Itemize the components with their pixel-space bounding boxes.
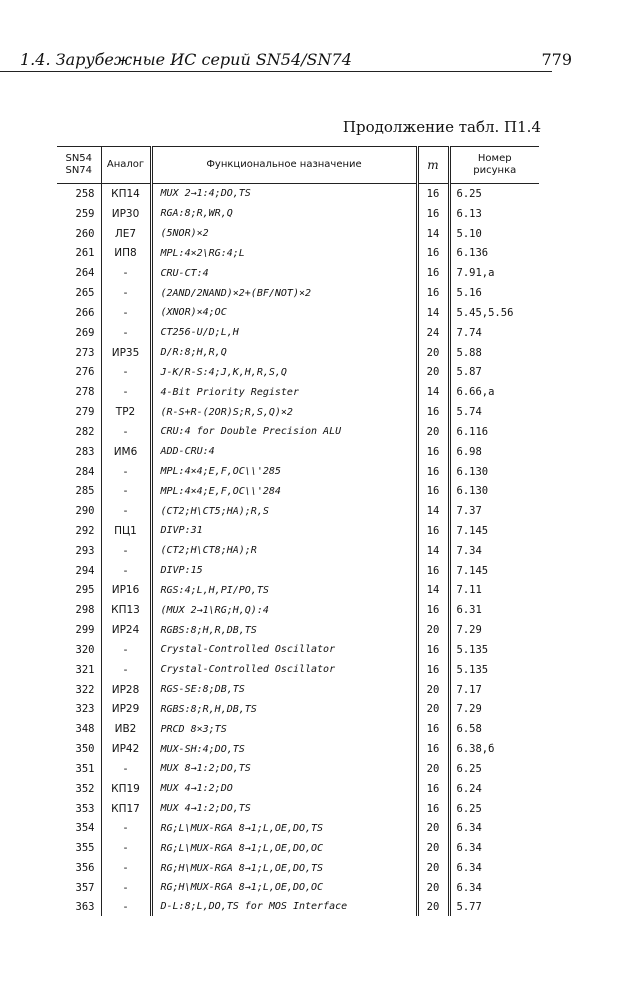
cell-analog: ИП8 xyxy=(101,243,151,263)
cell-pin-count: 16 xyxy=(417,462,449,482)
cell-analog: - xyxy=(101,362,151,382)
cell-series-number: 278 xyxy=(57,382,101,402)
cell-figure: 7.17 xyxy=(456,683,482,696)
cell-pin-count: 16 xyxy=(417,204,449,224)
cell-series-number: 295 xyxy=(57,581,101,601)
cell-function: (XNOR)×4;OC xyxy=(151,303,417,323)
cell-series-number: 363 xyxy=(57,898,101,916)
cell-function: MUX 2→1:4;DO,TS xyxy=(151,184,417,204)
cell-analog: - xyxy=(101,640,151,660)
cell-function: Crystal-Controlled Oscillator xyxy=(151,660,417,680)
table-row xyxy=(57,362,539,382)
cell-pin-count: 16 xyxy=(417,184,449,204)
cell-series-number: 299 xyxy=(57,620,101,640)
cell-series-number: 353 xyxy=(57,799,101,819)
cell-pin-count: 16 xyxy=(417,442,449,462)
cell-series-number: 357 xyxy=(57,878,101,898)
cell-series-number: 351 xyxy=(57,759,101,779)
cell-figure: 6.34 xyxy=(456,881,482,894)
cell-pin-count: 16 xyxy=(417,263,449,283)
cell-function: RGS-SE:8;DB,TS xyxy=(151,680,417,700)
cell-pin-count: 16 xyxy=(417,521,449,541)
cell-series-number: 354 xyxy=(57,819,101,839)
table-row xyxy=(57,719,539,739)
cell-function: RGBS:8;H,R,DB,TS xyxy=(151,620,417,640)
cell-pin-count: 16 xyxy=(417,739,449,759)
cell-function: RG;H\MUX-RGA 8→1;L,OE,DO,TS xyxy=(151,858,417,878)
cell-figure: 6.130 xyxy=(456,465,489,478)
cell-analog: ИВ2 xyxy=(101,719,151,739)
cell-function: CRU:4 for Double Precision ALU xyxy=(151,422,417,442)
table-row xyxy=(57,224,539,244)
table-row xyxy=(57,838,539,858)
cell-figure: 6.38,б xyxy=(456,743,495,756)
cell-function: RG;L\MUX-RGA 8→1;L,OE,DO,TS xyxy=(151,819,417,839)
col-header-figure-line2: рисунка xyxy=(473,165,517,176)
col-header-series xyxy=(57,147,101,184)
header-rule xyxy=(0,71,552,72)
col-header-series-line2: SN74 xyxy=(65,165,93,176)
table-row xyxy=(57,263,539,283)
cell-function: CRU-CT:4 xyxy=(151,263,417,283)
cell-pin-count: 16 xyxy=(417,640,449,660)
cell-function: MPL:4×2\RG:4;L xyxy=(151,243,417,263)
col-header-m: m xyxy=(417,147,449,184)
table-row xyxy=(57,422,539,442)
cell-analog: ПЦ1 xyxy=(101,521,151,541)
cell-function: MUX-SH:4;DO,TS xyxy=(151,739,417,759)
cell-function: ADD-CRU:4 xyxy=(151,442,417,462)
cell-analog: ИР35 xyxy=(101,343,151,363)
cell-analog: ИР29 xyxy=(101,700,151,720)
cell-series-number: 279 xyxy=(57,402,101,422)
cell-function: (R-S+R-(2OR)S;R,S,Q)×2 xyxy=(151,402,417,422)
page-number: 779 xyxy=(541,50,572,69)
cell-figure: 6.116 xyxy=(456,425,489,438)
cell-function: J-K/R-S:4;J,K,H,R,S,Q xyxy=(151,362,417,382)
cell-pin-count: 16 xyxy=(417,719,449,739)
table-row xyxy=(57,898,539,916)
cell-analog: - xyxy=(101,263,151,283)
cell-analog: ЛЕ7 xyxy=(101,224,151,244)
table-row xyxy=(57,878,539,898)
cell-pin-count: 20 xyxy=(417,343,449,363)
cell-analog: КП19 xyxy=(101,779,151,799)
table-row xyxy=(57,204,539,224)
table-row xyxy=(57,243,539,263)
cell-analog: - xyxy=(101,462,151,482)
cell-figure: 7.145 xyxy=(456,524,489,537)
cell-figure: 6.25 xyxy=(456,187,482,200)
cell-pin-count: 16 xyxy=(417,779,449,799)
cell-analog: ИР24 xyxy=(101,620,151,640)
cell-analog: - xyxy=(101,898,151,916)
cell-pin-count: 16 xyxy=(417,283,449,303)
cell-pin-count: 20 xyxy=(417,878,449,898)
cell-series-number: 269 xyxy=(57,323,101,343)
cell-pin-count: 20 xyxy=(417,620,449,640)
table-row xyxy=(57,442,539,462)
cell-analog: КП14 xyxy=(101,184,151,204)
col-header-figure xyxy=(449,147,539,184)
table-row xyxy=(57,402,539,422)
cell-pin-count: 20 xyxy=(417,700,449,720)
table-row xyxy=(57,581,539,601)
cell-analog: - xyxy=(101,323,151,343)
cell-analog: КП13 xyxy=(101,600,151,620)
cell-series-number: 260 xyxy=(57,224,101,244)
cell-series-number: 350 xyxy=(57,739,101,759)
cell-figure: 7.37 xyxy=(456,505,482,518)
cell-function: MPL:4×4;E,F,OC\\'284 xyxy=(151,481,417,501)
col-header-function: Функциональное назначение xyxy=(151,147,417,184)
cell-analog: - xyxy=(101,303,151,323)
table-row xyxy=(57,481,539,501)
cell-series-number: 322 xyxy=(57,680,101,700)
table-row xyxy=(57,759,539,779)
cell-function: DIVP:15 xyxy=(151,561,417,581)
cell-analog: ИМ6 xyxy=(101,442,151,462)
cell-analog: ИР28 xyxy=(101,680,151,700)
cell-series-number: 293 xyxy=(57,541,101,561)
cell-analog: ИР30 xyxy=(101,204,151,224)
cell-pin-count: 16 xyxy=(417,799,449,819)
cell-function: D-L:8;L,DO,TS for MOS Interface xyxy=(151,898,417,916)
cell-figure: 6.31 xyxy=(456,604,482,617)
table-row xyxy=(57,700,539,720)
table-row xyxy=(57,521,539,541)
cell-function: (2AND/2NAND)×2+(BF/NOT)×2 xyxy=(151,283,417,303)
cell-series-number: 261 xyxy=(57,243,101,263)
cell-series-number: 356 xyxy=(57,858,101,878)
cell-figure: 6.13 xyxy=(456,207,482,220)
cell-function: Crystal-Controlled Oscillator xyxy=(151,640,417,660)
cell-figure: 7.11 xyxy=(456,584,482,597)
table-row xyxy=(57,779,539,799)
table-row xyxy=(57,799,539,819)
cell-analog: - xyxy=(101,759,151,779)
cell-function: MPL:4×4;E,F,OC\\'285 xyxy=(151,462,417,482)
cell-analog: - xyxy=(101,858,151,878)
cell-analog: - xyxy=(101,878,151,898)
table-caption: Продолжение табл. П1.4 xyxy=(342,118,541,136)
cell-function: MUX 4→1:2;DO,TS xyxy=(151,799,417,819)
cell-series-number: 321 xyxy=(57,660,101,680)
cell-pin-count: 20 xyxy=(417,858,449,878)
cell-figure: 5.45,5.56 xyxy=(456,306,514,319)
cell-figure: 5.87 xyxy=(456,366,482,379)
chip-table xyxy=(57,146,539,916)
cell-analog: - xyxy=(101,501,151,521)
table-row xyxy=(57,620,539,640)
table-row xyxy=(57,858,539,878)
cell-series-number: 355 xyxy=(57,838,101,858)
cell-series-number: 285 xyxy=(57,481,101,501)
cell-figure: 6.136 xyxy=(456,247,489,260)
cell-figure: 7.145 xyxy=(456,564,489,577)
cell-analog: - xyxy=(101,283,151,303)
table-row xyxy=(57,660,539,680)
cell-figure: 6.58 xyxy=(456,723,482,736)
cell-figure: 5.16 xyxy=(456,287,482,300)
cell-series-number: 352 xyxy=(57,779,101,799)
cell-series-number: 282 xyxy=(57,422,101,442)
cell-analog: - xyxy=(101,541,151,561)
cell-series-number: 276 xyxy=(57,362,101,382)
cell-pin-count: 14 xyxy=(417,303,449,323)
cell-figure: 6.130 xyxy=(456,485,489,498)
cell-pin-count: 24 xyxy=(417,323,449,343)
cell-figure: 5.135 xyxy=(456,643,489,656)
cell-series-number: 294 xyxy=(57,561,101,581)
table-row xyxy=(57,819,539,839)
cell-pin-count: 16 xyxy=(417,402,449,422)
cell-pin-count: 14 xyxy=(417,224,449,244)
cell-pin-count: 14 xyxy=(417,501,449,521)
cell-pin-count: 14 xyxy=(417,581,449,601)
table-row xyxy=(57,303,539,323)
cell-pin-count: 20 xyxy=(417,819,449,839)
cell-series-number: 265 xyxy=(57,283,101,303)
cell-series-number: 258 xyxy=(57,184,101,204)
cell-analog: ТР2 xyxy=(101,402,151,422)
page-header xyxy=(20,50,572,72)
cell-analog: - xyxy=(101,838,151,858)
cell-pin-count: 14 xyxy=(417,382,449,402)
cell-figure: 5.77 xyxy=(456,900,482,913)
cell-function: D/R:8;H,R,Q xyxy=(151,343,417,363)
cell-figure: 5.135 xyxy=(456,663,489,676)
cell-series-number: 266 xyxy=(57,303,101,323)
cell-pin-count: 16 xyxy=(417,561,449,581)
cell-series-number: 283 xyxy=(57,442,101,462)
cell-figure: 7.29 xyxy=(456,624,482,637)
cell-figure: 7.34 xyxy=(456,544,482,557)
cell-pin-count: 16 xyxy=(417,481,449,501)
cell-function: CT256-U/D;L,H xyxy=(151,323,417,343)
cell-figure: 6.34 xyxy=(456,822,482,835)
section-title: 1.4. Зарубежные ИС серий SN54/SN74 xyxy=(20,50,352,69)
cell-figure: 6.34 xyxy=(456,842,482,855)
col-header-analog: Аналог xyxy=(101,147,151,184)
cell-analog: - xyxy=(101,819,151,839)
table-row xyxy=(57,600,539,620)
cell-figure: 6.25 xyxy=(456,802,482,815)
cell-series-number: 273 xyxy=(57,343,101,363)
table-row xyxy=(57,501,539,521)
cell-function: RG;L\MUX-RGA 8→1;L,OE,DO,OC xyxy=(151,838,417,858)
cell-analog: ИР42 xyxy=(101,739,151,759)
cell-series-number: 264 xyxy=(57,263,101,283)
cell-function: (CT2;H\CT8;HA);R xyxy=(151,541,417,561)
cell-series-number: 320 xyxy=(57,640,101,660)
cell-function: MUX 4→1:2;DO xyxy=(151,779,417,799)
table-body xyxy=(57,184,539,916)
cell-figure: 6.66,a xyxy=(456,386,495,399)
cell-series-number: 284 xyxy=(57,462,101,482)
cell-pin-count: 14 xyxy=(417,541,449,561)
cell-analog: - xyxy=(101,660,151,680)
cell-pin-count: 16 xyxy=(417,243,449,263)
table-row xyxy=(57,462,539,482)
cell-function: 4-Bit Priority Register xyxy=(151,382,417,402)
table-row xyxy=(57,739,539,759)
cell-analog: ИР16 xyxy=(101,581,151,601)
cell-figure: 6.34 xyxy=(456,862,482,875)
table-row xyxy=(57,343,539,363)
cell-series-number: 298 xyxy=(57,600,101,620)
cell-pin-count: 16 xyxy=(417,660,449,680)
cell-pin-count: 16 xyxy=(417,600,449,620)
cell-pin-count: 20 xyxy=(417,898,449,916)
table-row xyxy=(57,283,539,303)
col-header-series-line1: SN54 xyxy=(65,153,93,164)
cell-function: RG;H\MUX-RGA 8→1;L,OE,DO,OC xyxy=(151,878,417,898)
table-row xyxy=(57,541,539,561)
cell-series-number: 290 xyxy=(57,501,101,521)
table-header-row xyxy=(57,147,539,184)
cell-figure: 5.10 xyxy=(456,227,482,240)
cell-analog: - xyxy=(101,382,151,402)
cell-function: (CT2;H\CT5;HA);R,S xyxy=(151,501,417,521)
cell-analog: - xyxy=(101,481,151,501)
cell-function: MUX 8→1:2;DO,TS xyxy=(151,759,417,779)
cell-pin-count: 20 xyxy=(417,362,449,382)
cell-series-number: 348 xyxy=(57,719,101,739)
cell-function: PRCD 8×3;TS xyxy=(151,719,417,739)
col-header-figure-line1: Номер xyxy=(477,153,512,164)
cell-function: RGS:4;L,H,PI/PO,TS xyxy=(151,581,417,601)
table-row xyxy=(57,382,539,402)
cell-figure: 5.88 xyxy=(456,346,482,359)
table-row xyxy=(57,323,539,343)
cell-function: DIVP:31 xyxy=(151,521,417,541)
cell-function: (5NOR)×2 xyxy=(151,224,417,244)
cell-pin-count: 20 xyxy=(417,680,449,700)
cell-series-number: 292 xyxy=(57,521,101,541)
cell-figure: 6.98 xyxy=(456,445,482,458)
cell-figure: 7.74 xyxy=(456,326,482,339)
cell-function: (MUX 2→1\RG;H,Q):4 xyxy=(151,600,417,620)
cell-figure: 7.91,a xyxy=(456,267,495,280)
cell-analog: - xyxy=(101,561,151,581)
table-row xyxy=(57,561,539,581)
cell-function: RGBS:8;R,H,DB,TS xyxy=(151,700,417,720)
cell-pin-count: 20 xyxy=(417,759,449,779)
cell-series-number: 323 xyxy=(57,700,101,720)
cell-analog: - xyxy=(101,422,151,442)
table-row xyxy=(57,640,539,660)
cell-figure: 7.29 xyxy=(456,703,482,716)
cell-analog: КП17 xyxy=(101,799,151,819)
cell-figure: 6.24 xyxy=(456,782,482,795)
cell-figure: 5.74 xyxy=(456,406,482,419)
cell-pin-count: 20 xyxy=(417,838,449,858)
table-row xyxy=(57,184,539,204)
cell-function: RGA:8;R,WR,Q xyxy=(151,204,417,224)
cell-series-number: 259 xyxy=(57,204,101,224)
cell-pin-count: 20 xyxy=(417,422,449,442)
cell-figure: 6.25 xyxy=(456,762,482,775)
table-row xyxy=(57,680,539,700)
